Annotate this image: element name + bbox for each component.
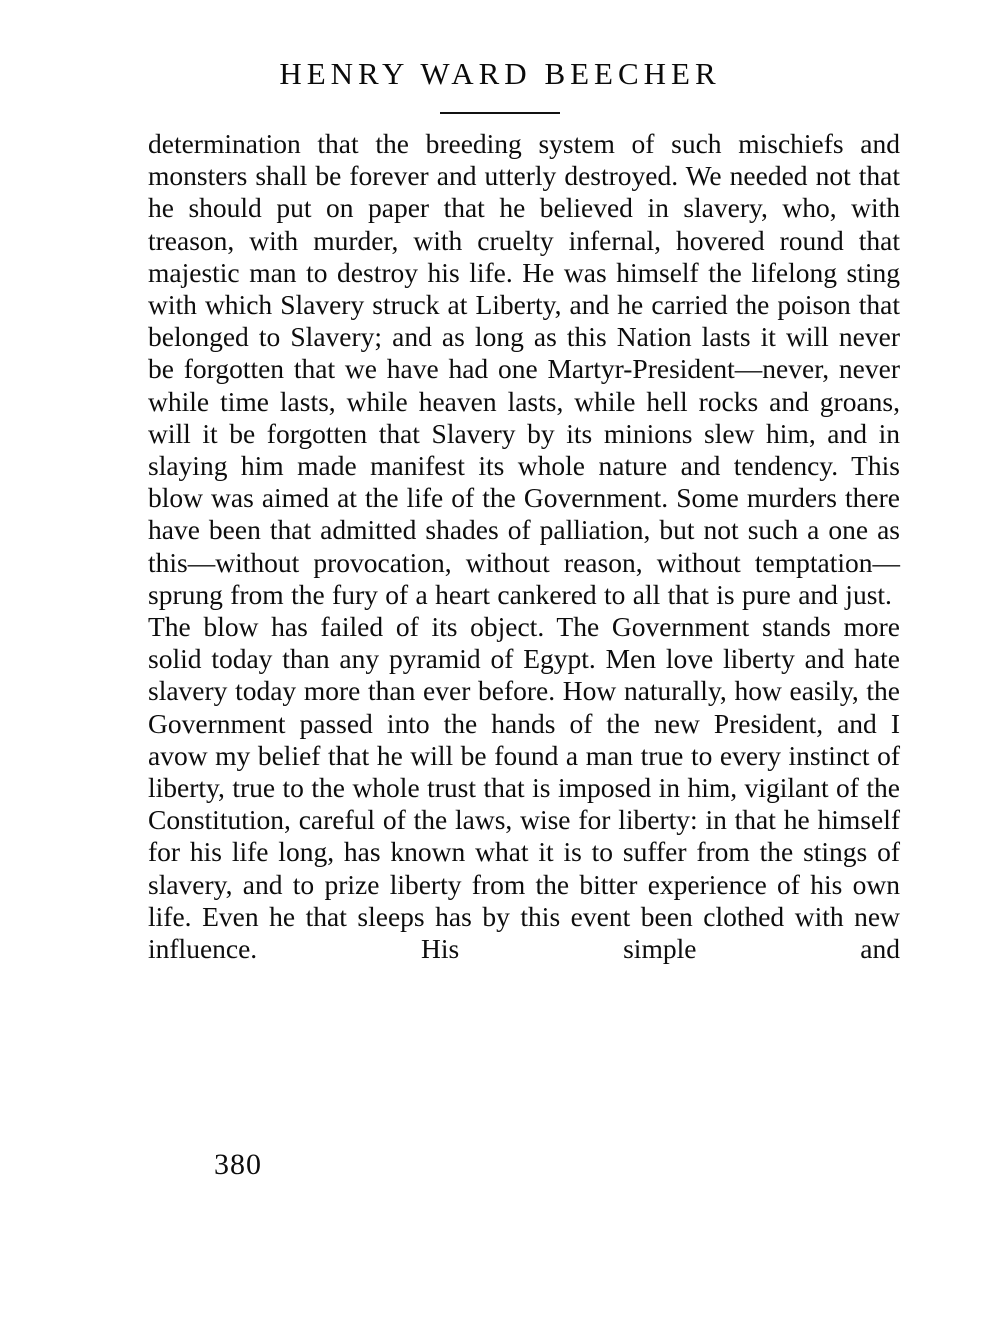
paragraph: The blow has failed of its object. The Government stands more solid today than any pyramid of Egypt. Men love liberty and hate slavery today more than ever before. How naturally, how easily, the Government passed into the hands of the new President, and I avow my belief that he will be found a man true to every instinct of liberty, true to the whole trust that is imposed in him, vigilant of the Constitution, careful of the laws, wise for liberty: in that he himself for his life long, has known what it is to suffer from the stings of slavery, and to prize liberty from the bitter experience of his own life. Even he that sleeps has by this event been clothed with new influence. His simple and	[148, 611, 900, 965]
paragraph: determination that the breeding system of such mischiefs and monsters shall be forever and utterly destroyed. We needed not that he should put on paper that he believed in slavery, who, with treason, with murder, with cruelty infernal, hovered round that majestic man to destroy his life. He was himself the lifelong sting with which Slavery struck at Liberty, and he carried the poison that belonged to Slavery; and as long as this Nation lasts it will never be forgotten that we have had one Martyr-President—never, never while time lasts, while heaven lasts, while hell rocks and groans, will it be forgotten that Slavery by its minions slew him, and in slaying him made manifest its whole nature and tendency. This blow was aimed at the life of the Government. Some murders there have been that admitted shades of palliation, but not such a one as this—without provocation, without reason, without temptation—sprung from the fury of a heart cankered to all that is pure and just.	[148, 128, 900, 610]
running-head: HENRY WARD BEECHER	[279, 56, 721, 91]
header-rule	[440, 112, 560, 114]
body-text	[148, 128, 900, 997]
page-number: 380	[214, 1148, 262, 1181]
